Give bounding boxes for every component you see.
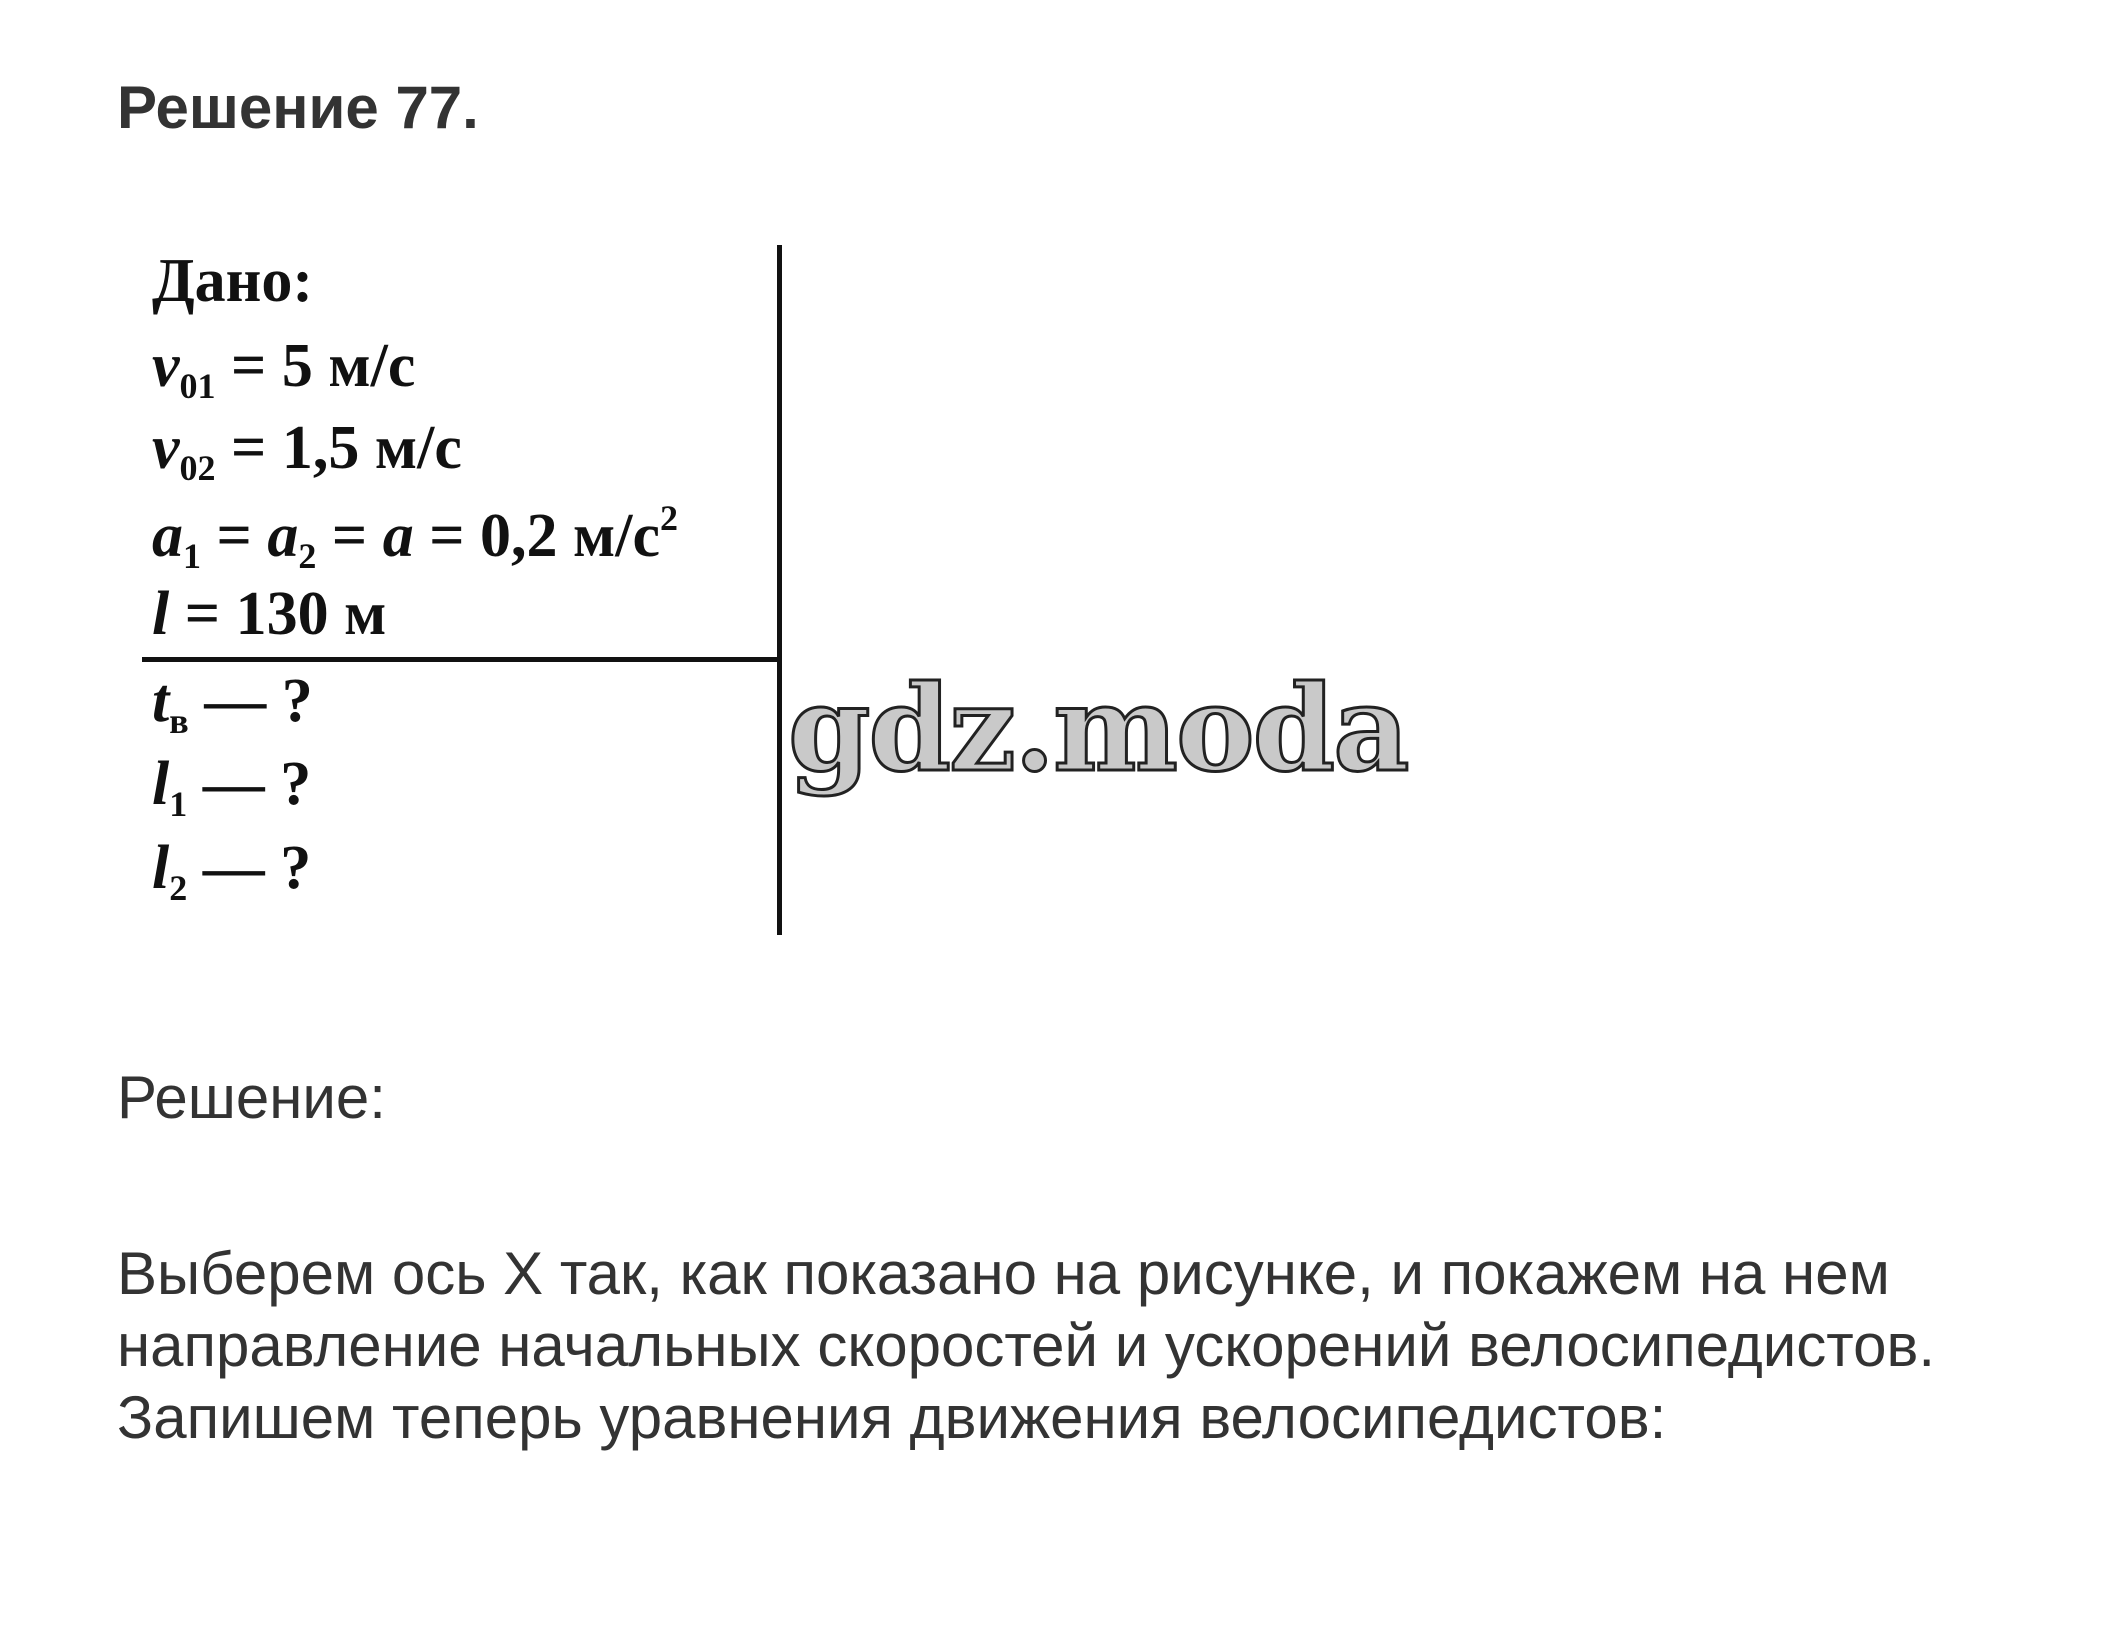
question: — ? bbox=[187, 834, 312, 902]
question: — ? bbox=[188, 667, 313, 735]
question: — ? bbox=[187, 750, 312, 818]
find-row-l2 bbox=[152, 834, 312, 908]
watermark-logo: gdz.moda bbox=[788, 659, 1408, 798]
given-row-v02 bbox=[152, 414, 462, 488]
subscript: 2 bbox=[298, 536, 317, 576]
symbol: l bbox=[152, 580, 170, 648]
equals: = bbox=[201, 502, 268, 570]
find-row-tv bbox=[152, 667, 313, 741]
subscript: 1 bbox=[183, 536, 201, 576]
value: = 5 м/с bbox=[215, 332, 416, 400]
value: = 0,2 м/с bbox=[413, 502, 660, 570]
given-find-block bbox=[140, 245, 785, 935]
solution-label: Решение: bbox=[117, 1064, 386, 1131]
value: = 1,5 м/с bbox=[215, 414, 462, 482]
equals: = bbox=[316, 502, 383, 570]
symbol: l bbox=[152, 750, 170, 818]
subscript: в bbox=[169, 701, 189, 741]
given-row-acceleration bbox=[152, 500, 678, 574]
given-vertical-divider bbox=[777, 245, 782, 935]
symbol: a bbox=[152, 502, 183, 570]
paragraph-line: Запишем теперь уравнения движения велосипедистов: bbox=[117, 1384, 1667, 1451]
given-row-v01 bbox=[152, 332, 416, 406]
given-horizontal-divider bbox=[142, 657, 782, 662]
given-row-distance bbox=[152, 580, 387, 648]
value: = 130 м bbox=[169, 580, 387, 648]
find-row-l1 bbox=[152, 750, 312, 824]
subscript: 02 bbox=[179, 448, 216, 488]
symbol: v bbox=[152, 414, 180, 482]
subscript: 1 bbox=[169, 784, 188, 824]
solution-paragraph bbox=[117, 1238, 2077, 1454]
symbol: a bbox=[267, 502, 299, 570]
symbol: a bbox=[382, 502, 414, 570]
solution-heading: Решение 77. bbox=[117, 74, 479, 141]
symbol: t bbox=[152, 667, 170, 735]
symbol: v bbox=[152, 332, 180, 400]
superscript: 2 bbox=[660, 498, 678, 538]
subscript: 01 bbox=[179, 366, 216, 406]
paragraph-line: Выберем ось X так, как показано на рисунке, и покажем на нем bbox=[117, 1240, 1890, 1307]
paragraph-line: направление начальных скоростей и ускорений велосипедистов. bbox=[117, 1312, 1936, 1379]
subscript: 2 bbox=[169, 868, 188, 908]
given-label: Дано: bbox=[152, 247, 314, 315]
symbol: l bbox=[152, 834, 170, 902]
